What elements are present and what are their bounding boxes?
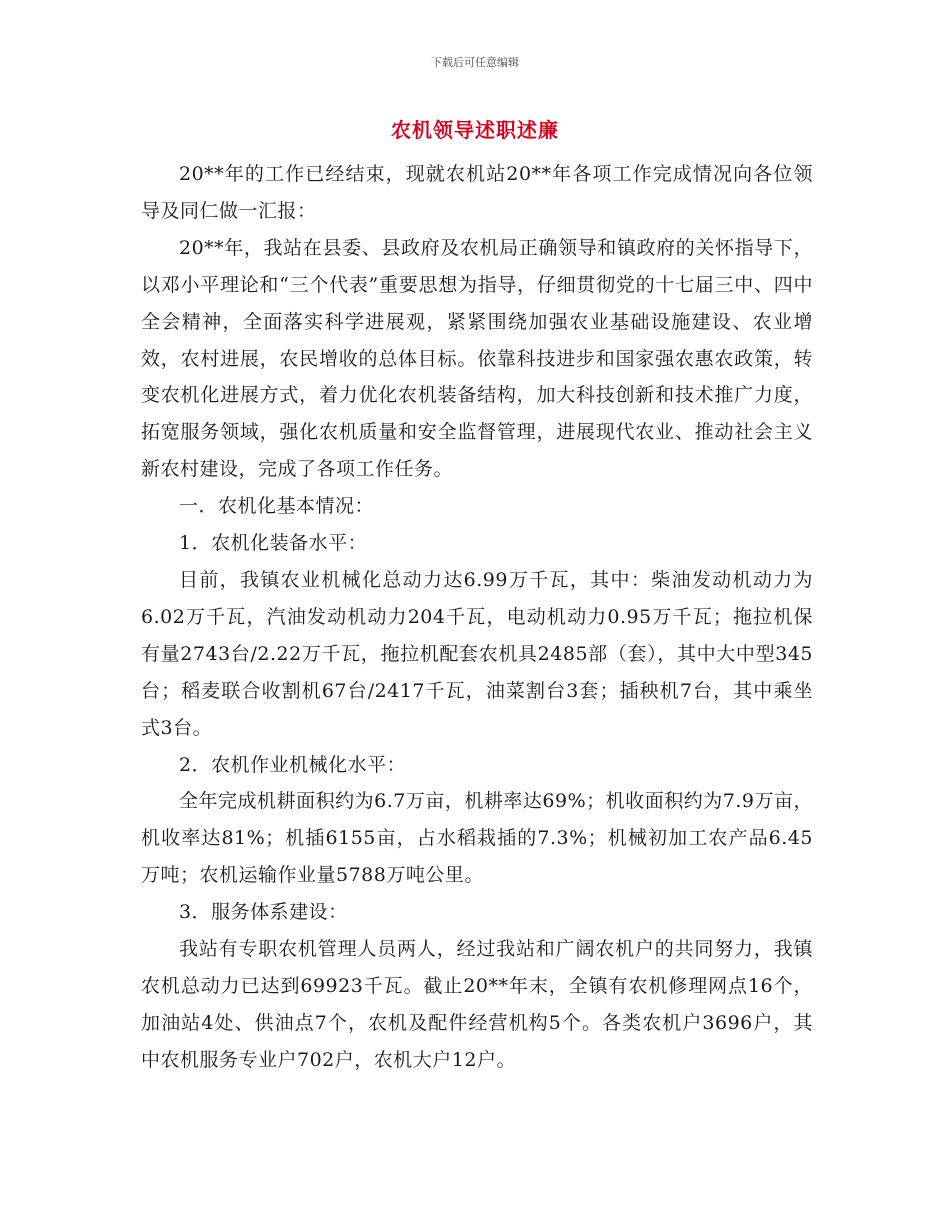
paragraph-equipment-level: 目前，我镇农业机械化总动力达6.99万千瓦，其中：柴油发动机动力为6.02万千瓦，汽油发动机动力204千瓦，电动机动力0.95万千瓦；拖拉机保有量2743台/2.22万千瓦，拖拉机配套农机具2485部（套），其中大中型345台；稻麦联合收割机67台/2417千瓦，油菜割台3套；插秧机7台，其中乘坐式3台。	[141, 568, 813, 739]
document-body	[141, 156, 813, 1079]
paragraph-mechanization-level: 全年完成机耕面积约为6.7万亩，机耕率达69%；机收面积约为7.9万亩，机收率达81%；机插6155亩，占水稻栽插的7.3%；机械初加工农产品6.45万吨；农机运输作业量5788万吨公里。	[141, 790, 813, 887]
document-title: 农机领导述职述廉	[391, 118, 559, 142]
paragraph-service-system: 我站有专职农机管理人员两人，经过我站和广阔农机户的共同努力，我镇农机总动力已达到69923千瓦。截止20**年末，全镇有农机修理网点16个，加油站4处、供油点7个，农机及配件经营机构5个。各类农机户3696户，其中农机服务专业户702户，农机大户12户。	[141, 938, 813, 1071]
header-note: 下载后可任意编辑	[431, 56, 519, 69]
subheading-mechanization-level: 2．农机作业机械化水平：	[179, 753, 407, 776]
subheading-service-system: 3．服务体系建设：	[179, 901, 348, 924]
paragraph-intro: 20**年的工作已经结束，现就农机站20**年各项工作完成情况向各位领导及同仁做一汇报：	[141, 163, 813, 222]
subheading-equipment-level: 1．农机化装备水平：	[179, 532, 368, 555]
section-heading-basic-situation: 一．农机化基本情况：	[179, 495, 375, 518]
paragraph-overview: 20**年，我站在县委、县政府及农机局正确领导和镇政府的关怀指导下，以邓小平理论和“三个代表”重要思想为指导，仔细贯彻党的十七届三中、四中全会精神，全面落实科学进展观，紧紧围绕加强农业基础设施建设、农业增效，农村进展，农民增收的总体目标。依靠科技进步和国家强农惠农政策，转变农机化进展方式，着力优化农机装备结构，加大科技创新和技术推广力度，拓宽服务领域，强化农机质量和安全监督管理，进展现代农业、推动社会主义新农村建设，完成了各项工作任务。	[141, 236, 813, 481]
